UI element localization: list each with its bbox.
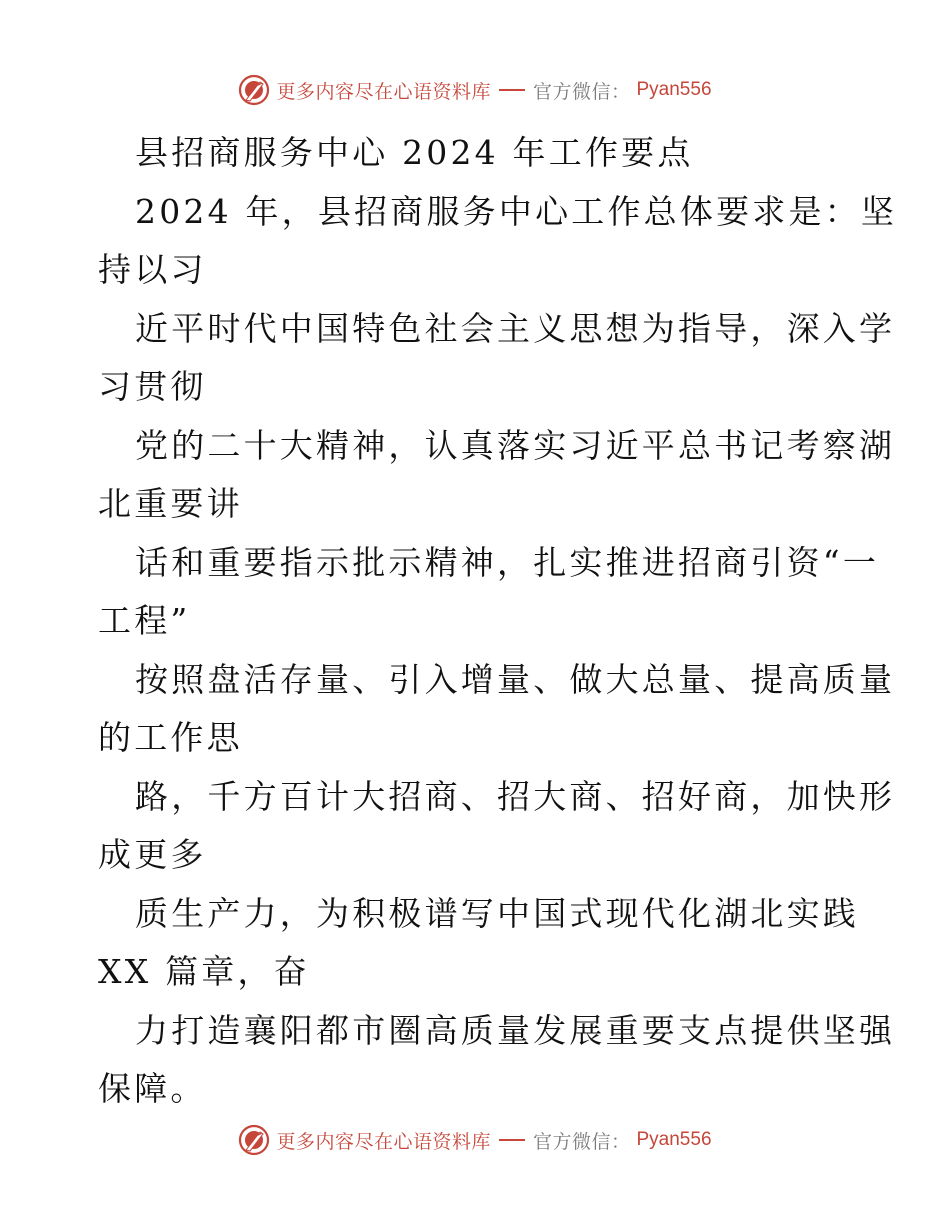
watermark-account-id: Pyan556 [636,79,712,100]
watermark-dash [499,89,525,91]
quill-pen-logo [238,1124,270,1156]
footer-watermark [0,1120,950,1160]
paragraph-line: 党的二十大精神，认真落实习近平总书记考察湖 [135,425,896,465]
paragraph-line: 持以习 [98,250,207,289]
paragraph-line: 工程” [98,601,191,640]
paragraph-line: 按照盘活存量、引入增量、做大总量、提高质量 [135,659,896,699]
quill-pen-logo [238,74,270,106]
paragraph-line: 力打造襄阳都市圈高质量发展重要支点提供坚强 [135,1010,896,1050]
paragraph-line: XX 篇章，奋 [98,952,310,991]
paragraph-line: 路，千方百计大招商、招大商、招好商，加快形 [135,776,896,816]
paragraph-line: 近平时代中国特色社会主义思想为指导，深入学 [135,308,896,348]
watermark-dash [499,1139,525,1141]
paragraph-line: 习贯彻 [98,367,207,406]
paragraph-line: 的工作思 [98,718,243,757]
watermark-account-label: 官方微信： [532,1130,631,1153]
paragraph-line: 2024 年，县招商服务中心工作总体要求是：坚 [135,191,898,231]
paragraph-line: 话和重要指示批示精神，扎实推进招商引资“一 [135,542,880,582]
paragraph-line: 质生产力，为积极谱写中国式现代化湖北实践 [135,893,859,933]
paragraph-line: 成更多 [98,835,207,874]
document-title: 县招商服务中心 2024 年工作要点 [135,133,694,172]
paragraph-line: 北重要讲 [98,484,243,523]
header-watermark [0,70,950,110]
watermark-content [238,74,711,106]
watermark-account-id: Pyan556 [636,1129,712,1150]
watermark-main-text: 更多内容尽在心语资料库 [276,1130,491,1153]
paragraph-line: 保障。 [98,1069,207,1108]
watermark-content [238,1124,711,1156]
watermark-main-text: 更多内容尽在心语资料库 [276,80,491,103]
watermark-account-label: 官方微信： [532,80,631,103]
document-body [98,124,898,1119]
